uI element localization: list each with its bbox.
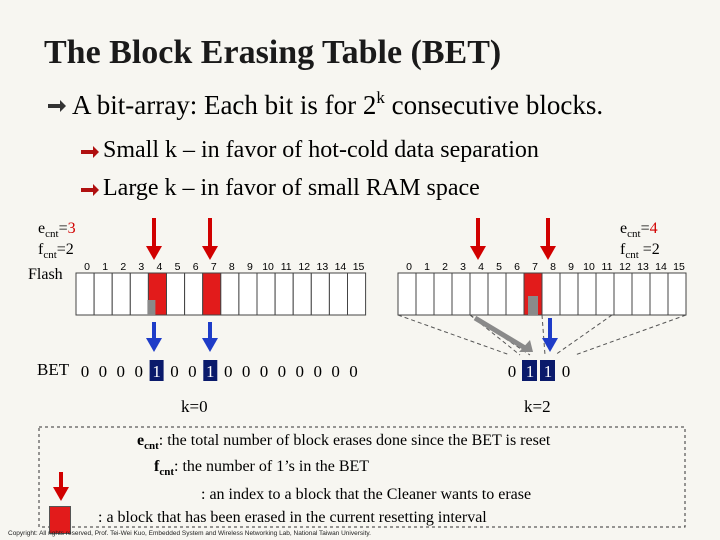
flash-block [542,273,560,315]
block-index-label: 0 [406,261,412,273]
flash-block [650,273,668,315]
flash-block [167,273,185,315]
block-index-label: 3 [138,261,145,273]
flash-block [452,273,470,315]
flash-block [221,273,239,315]
block-index-label: 13 [316,261,329,273]
bet-bit: 1 [543,362,553,381]
block-index-label: 13 [637,261,649,273]
bet-bit: 0 [277,362,287,381]
bet-bit: 1 [152,362,161,381]
bet-bit: 0 [295,362,305,381]
flash-block [94,273,112,315]
bet-bit: 0 [259,362,269,381]
flash-block [470,273,488,315]
bet-label: BET [37,360,70,379]
right-k-label: k=2 [524,397,551,416]
flash-block [239,273,257,315]
flash-block [506,273,524,315]
flash-block [311,273,329,315]
bet-bit: 0 [507,362,517,381]
block-index-label: 1 [102,261,109,273]
cleaner-arrow-icon [146,218,162,260]
left-fcnt: $f_{cnt}=2$ [38,241,74,262]
flash-label: Flash [28,266,63,283]
bullet-sub-small-k: Small k – in favor of hot-cold data separation [103,137,539,163]
block-index-label: 9 [247,261,253,273]
bet-bit: 1 [206,362,215,381]
block-index-label: 15 [352,261,365,273]
bet-bit: 0 [331,362,340,381]
flash-block [185,273,203,315]
bet-bit: 0 [134,362,143,381]
block-index-label: 2 [442,261,448,273]
cleaner-arrow-icon [470,218,486,260]
flash-block [668,273,686,315]
block-index-label: 8 [550,261,556,273]
bet-bit: 0 [98,362,108,381]
block-index-label: 4 [478,261,484,273]
bullet-sub-large-k: Large k – in favor of small RAM space [103,175,480,201]
right-fcnt: $f_{cnt} =2$ [620,241,660,262]
block-index-label: 14 [334,261,347,273]
bet-bit: 0 [223,362,233,381]
block-index-label: 10 [583,261,595,273]
block-index-label: 15 [673,261,685,273]
page-title: The Block Erasing Table (BET) [44,34,502,71]
shaded-block [147,300,155,315]
bit-arrow-icon [202,322,218,352]
flash-block [434,273,452,315]
flash-block [632,273,650,315]
bet-bit: 0 [116,362,126,381]
left-k-label: k=0 [181,397,208,416]
flash-block [398,273,416,315]
block-index-label: 12 [298,261,311,273]
block-index-label: 9 [568,261,574,273]
bet-bit: 0 [241,362,251,381]
flash-block [578,273,596,315]
group-connector [475,318,525,348]
flash-block [130,273,148,315]
flash-block [560,273,578,315]
flash-block [275,273,293,315]
group-connector [398,315,510,355]
block-index-label: 12 [619,261,631,273]
flash-block [596,273,614,315]
block-index-label: 5 [496,261,502,273]
bullet-main: A bit-array: Each bit is for 2$^k$ consecutive blocks. [72,88,604,120]
flash-block [348,273,366,315]
block-index-label: 7 [210,261,217,273]
group-connector [542,315,545,355]
flash-block [329,273,347,315]
legend-ecnt: $e_{cnt}$: the total number of block erases done since the BET is reset [137,432,551,453]
block-index-label: 11 [280,261,292,273]
left-ecnt: $e_{cnt}=3$ [38,220,76,241]
block-index-label: 8 [228,261,235,273]
block-index-label: 1 [424,261,430,273]
cleaner-arrow-icon [540,218,556,260]
block-index-label: 0 [84,261,90,273]
group-connector [575,315,686,355]
bet-bit: 0 [80,362,90,381]
block-index-label: 6 [514,261,520,273]
legend-block: : a block that has been erased in the current resetting interval [98,509,487,526]
shaded-block [528,296,538,315]
bet-bit: 1 [525,362,535,381]
block-index-label: 11 [601,261,613,273]
copyright-footer: Copyright: All rights reserved, Prof. Tei-Wei Kuo, Embedded System and Wireless Networking Lab, National Taiwan University. [8,530,371,537]
cleaner-arrow-icon [52,472,70,502]
flash-block [112,273,130,315]
block-index-label: 7 [532,261,538,273]
bet-bit: 0 [313,362,322,381]
flash-block [76,273,94,315]
bet-bit: 0 [170,362,179,381]
block-index-label: 14 [655,261,667,273]
right-ecnt: $e_{cnt}=4$ [620,220,658,241]
bet-bit: 0 [188,362,197,381]
flash-block [257,273,275,315]
block-index-label: 10 [262,261,274,273]
flash-block [614,273,632,315]
block-index-label: 6 [192,261,199,273]
bet-bit: 0 [349,362,358,381]
flash-block [416,273,434,315]
legend-arrow: : an index to a block that the Cleaner wants to erase [201,486,532,503]
group-connector [555,315,612,355]
flash-block [293,273,311,315]
flash-block [488,273,506,315]
block-index-label: 2 [120,261,127,273]
cleaner-arrow-icon [202,218,218,260]
bet-bit: 0 [561,362,571,381]
bit-arrow-icon [146,322,162,352]
legend-fcnt: $f_{cnt}$: the number of 1’s in the BET [154,458,370,479]
block-index-label: 5 [174,261,181,273]
block-index-label: 4 [156,261,163,273]
flash-block [203,273,221,315]
block-index-label: 3 [460,261,466,273]
